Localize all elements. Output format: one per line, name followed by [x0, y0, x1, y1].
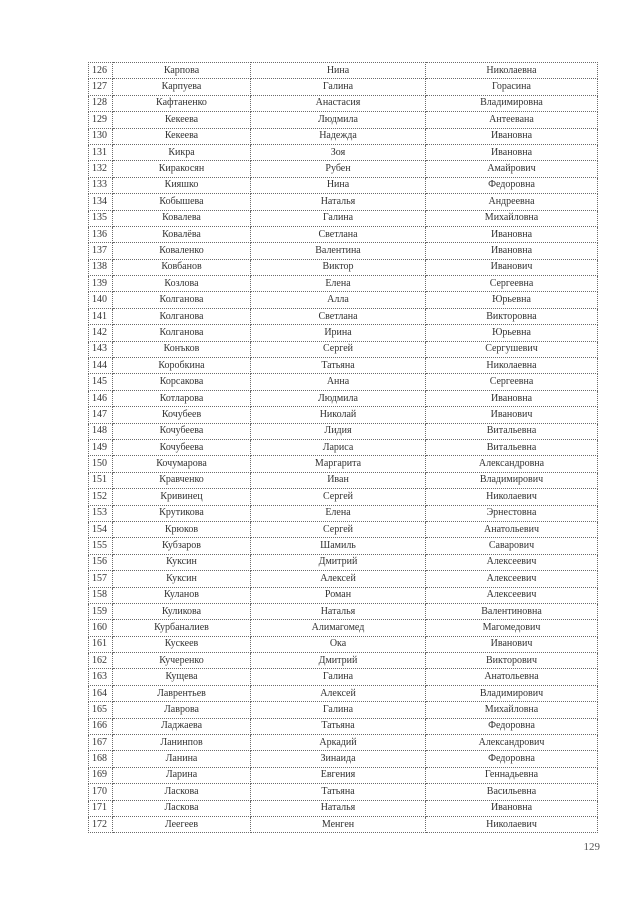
- row-number-cell: 145: [89, 374, 113, 390]
- last-name-cell: Ласкова: [113, 784, 251, 800]
- table-row: [89, 210, 598, 226]
- first-name-cell: Роман: [251, 587, 426, 603]
- first-name-cell: Наталья: [251, 603, 426, 619]
- patronymic-cell: Александрович: [426, 735, 598, 751]
- first-name-cell: Нина: [251, 63, 426, 79]
- last-name-cell: Куксин: [113, 554, 251, 570]
- table-row: [89, 79, 598, 95]
- first-name-cell: Дмитрий: [251, 554, 426, 570]
- last-name-cell: Леегеев: [113, 816, 251, 832]
- row-number-cell: 163: [89, 669, 113, 685]
- patronymic-cell: Иванович: [426, 407, 598, 423]
- name-list-body: [89, 63, 598, 833]
- table-row: [89, 521, 598, 537]
- table-row: [89, 735, 598, 751]
- patronymic-cell: Алексеевич: [426, 554, 598, 570]
- patronymic-cell: Ивановна: [426, 128, 598, 144]
- row-number-cell: 164: [89, 685, 113, 701]
- row-number-cell: 153: [89, 505, 113, 521]
- row-number-cell: 161: [89, 636, 113, 652]
- first-name-cell: Рубен: [251, 161, 426, 177]
- last-name-cell: Кобышева: [113, 194, 251, 210]
- table-row: [89, 767, 598, 783]
- row-number-cell: 158: [89, 587, 113, 603]
- patronymic-cell: Викторовна: [426, 308, 598, 324]
- row-number-cell: 132: [89, 161, 113, 177]
- first-name-cell: Лидия: [251, 423, 426, 439]
- row-number-cell: 127: [89, 79, 113, 95]
- patronymic-cell: Федоровна: [426, 177, 598, 193]
- table-row: [89, 702, 598, 718]
- last-name-cell: Ладжаева: [113, 718, 251, 734]
- patronymic-cell: Иванович: [426, 259, 598, 275]
- row-number-cell: 156: [89, 554, 113, 570]
- patronymic-cell: Антеевана: [426, 112, 598, 128]
- first-name-cell: Менген: [251, 816, 426, 832]
- row-number-cell: 136: [89, 226, 113, 242]
- last-name-cell: Куксин: [113, 571, 251, 587]
- last-name-cell: Конъков: [113, 341, 251, 357]
- row-number-cell: 152: [89, 489, 113, 505]
- last-name-cell: Коробкина: [113, 358, 251, 374]
- first-name-cell: Наталья: [251, 800, 426, 816]
- first-name-cell: Алексей: [251, 571, 426, 587]
- table-row: [89, 144, 598, 160]
- last-name-cell: Корсакова: [113, 374, 251, 390]
- row-number-cell: 150: [89, 456, 113, 472]
- last-name-cell: Колганова: [113, 292, 251, 308]
- table-row: [89, 177, 598, 193]
- table-row: [89, 63, 598, 79]
- table-row: [89, 456, 598, 472]
- first-name-cell: Елена: [251, 276, 426, 292]
- first-name-cell: Галина: [251, 669, 426, 685]
- last-name-cell: Кекеева: [113, 128, 251, 144]
- first-name-cell: Сергей: [251, 521, 426, 537]
- first-name-cell: Виктор: [251, 259, 426, 275]
- table-row: [89, 718, 598, 734]
- last-name-cell: Кускеев: [113, 636, 251, 652]
- first-name-cell: Аркадий: [251, 735, 426, 751]
- last-name-cell: Курбаналиев: [113, 620, 251, 636]
- patronymic-cell: Сергушевич: [426, 341, 598, 357]
- first-name-cell: Иван: [251, 472, 426, 488]
- table-row: [89, 390, 598, 406]
- patronymic-cell: Витальевна: [426, 439, 598, 455]
- last-name-cell: Киракосян: [113, 161, 251, 177]
- row-number-cell: 172: [89, 816, 113, 832]
- table-row: [89, 505, 598, 521]
- last-name-cell: Крюков: [113, 521, 251, 537]
- row-number-cell: 157: [89, 571, 113, 587]
- patronymic-cell: Ивановна: [426, 800, 598, 816]
- table-row: [89, 358, 598, 374]
- row-number-cell: 165: [89, 702, 113, 718]
- first-name-cell: Галина: [251, 210, 426, 226]
- first-name-cell: Зинаида: [251, 751, 426, 767]
- patronymic-cell: Михайловна: [426, 210, 598, 226]
- last-name-cell: Колганова: [113, 325, 251, 341]
- last-name-cell: Лаврентьев: [113, 685, 251, 701]
- patronymic-cell: Васильевна: [426, 784, 598, 800]
- table-row: [89, 603, 598, 619]
- patronymic-cell: Николаевич: [426, 816, 598, 832]
- patronymic-cell: Владимировна: [426, 95, 598, 111]
- first-name-cell: Евгения: [251, 767, 426, 783]
- row-number-cell: 139: [89, 276, 113, 292]
- patronymic-cell: Юрьевна: [426, 325, 598, 341]
- patronymic-cell: Горасина: [426, 79, 598, 95]
- last-name-cell: Крутикова: [113, 505, 251, 521]
- row-number-cell: 144: [89, 358, 113, 374]
- patronymic-cell: Амайрович: [426, 161, 598, 177]
- last-name-cell: Кикра: [113, 144, 251, 160]
- first-name-cell: Алимагомед: [251, 620, 426, 636]
- table-row: [89, 472, 598, 488]
- table-row: [89, 571, 598, 587]
- last-name-cell: Кочумарова: [113, 456, 251, 472]
- row-number-cell: 151: [89, 472, 113, 488]
- first-name-cell: Людмила: [251, 390, 426, 406]
- last-name-cell: Кравченко: [113, 472, 251, 488]
- table-row: [89, 439, 598, 455]
- row-number-cell: 134: [89, 194, 113, 210]
- table-row: [89, 800, 598, 816]
- last-name-cell: Коваленко: [113, 243, 251, 259]
- table-row: [89, 784, 598, 800]
- patronymic-cell: Владимирович: [426, 685, 598, 701]
- patronymic-cell: Саварович: [426, 538, 598, 554]
- first-name-cell: Наталья: [251, 194, 426, 210]
- table-row: [89, 554, 598, 570]
- first-name-cell: Галина: [251, 702, 426, 718]
- patronymic-cell: Геннадьевна: [426, 767, 598, 783]
- patronymic-cell: Магомедович: [426, 620, 598, 636]
- first-name-cell: Татьяна: [251, 784, 426, 800]
- row-number-cell: 169: [89, 767, 113, 783]
- patronymic-cell: Ивановна: [426, 243, 598, 259]
- first-name-cell: Зоя: [251, 144, 426, 160]
- patronymic-cell: Федоровна: [426, 718, 598, 734]
- patronymic-cell: Федоровна: [426, 751, 598, 767]
- table-row: [89, 816, 598, 832]
- first-name-cell: Сергей: [251, 489, 426, 505]
- row-number-cell: 129: [89, 112, 113, 128]
- patronymic-cell: Викторович: [426, 653, 598, 669]
- last-name-cell: Ковалева: [113, 210, 251, 226]
- row-number-cell: 141: [89, 308, 113, 324]
- table-row: [89, 161, 598, 177]
- row-number-cell: 167: [89, 735, 113, 751]
- row-number-cell: 159: [89, 603, 113, 619]
- table-row: [89, 128, 598, 144]
- patronymic-cell: Михайловна: [426, 702, 598, 718]
- first-name-cell: Галина: [251, 79, 426, 95]
- table-row: [89, 325, 598, 341]
- row-number-cell: 160: [89, 620, 113, 636]
- table-row: [89, 489, 598, 505]
- table-row: [89, 276, 598, 292]
- first-name-cell: Алексей: [251, 685, 426, 701]
- row-number-cell: 168: [89, 751, 113, 767]
- first-name-cell: Светлана: [251, 226, 426, 242]
- last-name-cell: Козлова: [113, 276, 251, 292]
- patronymic-cell: Андреевна: [426, 194, 598, 210]
- first-name-cell: Ирина: [251, 325, 426, 341]
- page-number: 129: [583, 841, 600, 853]
- patronymic-cell: Анатольевна: [426, 669, 598, 685]
- table-row: [89, 341, 598, 357]
- row-number-cell: 128: [89, 95, 113, 111]
- patronymic-cell: Витальевна: [426, 423, 598, 439]
- patronymic-cell: Ивановна: [426, 226, 598, 242]
- first-name-cell: Шамиль: [251, 538, 426, 554]
- row-number-cell: 140: [89, 292, 113, 308]
- first-name-cell: Людмила: [251, 112, 426, 128]
- table-row: [89, 292, 598, 308]
- patronymic-cell: Сергеевна: [426, 276, 598, 292]
- last-name-cell: Котларова: [113, 390, 251, 406]
- first-name-cell: Николай: [251, 407, 426, 423]
- patronymic-cell: Ивановна: [426, 390, 598, 406]
- last-name-cell: Кривинец: [113, 489, 251, 505]
- row-number-cell: 133: [89, 177, 113, 193]
- row-number-cell: 148: [89, 423, 113, 439]
- first-name-cell: Татьяна: [251, 358, 426, 374]
- patronymic-cell: Сергеевна: [426, 374, 598, 390]
- row-number-cell: 162: [89, 653, 113, 669]
- patronymic-cell: Иванович: [426, 636, 598, 652]
- last-name-cell: Колганова: [113, 308, 251, 324]
- row-number-cell: 126: [89, 63, 113, 79]
- first-name-cell: Дмитрий: [251, 653, 426, 669]
- table-row: [89, 243, 598, 259]
- table-row: [89, 587, 598, 603]
- table-row: [89, 112, 598, 128]
- patronymic-cell: Алексеевич: [426, 587, 598, 603]
- patronymic-cell: Александровна: [426, 456, 598, 472]
- last-name-cell: Кафтаненко: [113, 95, 251, 111]
- row-number-cell: 137: [89, 243, 113, 259]
- first-name-cell: Татьяна: [251, 718, 426, 734]
- table-row: [89, 685, 598, 701]
- last-name-cell: Ланинпов: [113, 735, 251, 751]
- row-number-cell: 142: [89, 325, 113, 341]
- first-name-cell: Сергей: [251, 341, 426, 357]
- row-number-cell: 147: [89, 407, 113, 423]
- last-name-cell: Кочубеев: [113, 407, 251, 423]
- row-number-cell: 143: [89, 341, 113, 357]
- table-row: [89, 407, 598, 423]
- table-row: [89, 751, 598, 767]
- row-number-cell: 171: [89, 800, 113, 816]
- last-name-cell: Куланов: [113, 587, 251, 603]
- first-name-cell: Елена: [251, 505, 426, 521]
- first-name-cell: Нина: [251, 177, 426, 193]
- name-list-table: [88, 62, 598, 833]
- table-row: [89, 423, 598, 439]
- table-row: [89, 194, 598, 210]
- last-name-cell: Карпуева: [113, 79, 251, 95]
- first-name-cell: Валентина: [251, 243, 426, 259]
- row-number-cell: 166: [89, 718, 113, 734]
- patronymic-cell: Анатольевич: [426, 521, 598, 537]
- table-row: [89, 308, 598, 324]
- row-number-cell: 146: [89, 390, 113, 406]
- last-name-cell: Кияшко: [113, 177, 251, 193]
- last-name-cell: Кочубеева: [113, 439, 251, 455]
- patronymic-cell: Ивановна: [426, 144, 598, 160]
- last-name-cell: Кущева: [113, 669, 251, 685]
- patronymic-cell: Алексеевич: [426, 571, 598, 587]
- table-row: [89, 669, 598, 685]
- last-name-cell: Кубзаров: [113, 538, 251, 554]
- table-row: [89, 653, 598, 669]
- last-name-cell: Куликова: [113, 603, 251, 619]
- first-name-cell: Лариса: [251, 439, 426, 455]
- first-name-cell: Светлана: [251, 308, 426, 324]
- last-name-cell: Кочубеева: [113, 423, 251, 439]
- row-number-cell: 131: [89, 144, 113, 160]
- last-name-cell: Ласкова: [113, 800, 251, 816]
- table-row: [89, 259, 598, 275]
- last-name-cell: Ланина: [113, 751, 251, 767]
- last-name-cell: Карпова: [113, 63, 251, 79]
- table-row: [89, 374, 598, 390]
- row-number-cell: 149: [89, 439, 113, 455]
- last-name-cell: Кекеева: [113, 112, 251, 128]
- table-row: [89, 636, 598, 652]
- patronymic-cell: Николаевна: [426, 358, 598, 374]
- first-name-cell: Анна: [251, 374, 426, 390]
- row-number-cell: 155: [89, 538, 113, 554]
- first-name-cell: Алла: [251, 292, 426, 308]
- first-name-cell: Маргарита: [251, 456, 426, 472]
- row-number-cell: 130: [89, 128, 113, 144]
- row-number-cell: 170: [89, 784, 113, 800]
- last-name-cell: Ковбанов: [113, 259, 251, 275]
- patronymic-cell: Валентиновна: [426, 603, 598, 619]
- first-name-cell: Анастасия: [251, 95, 426, 111]
- table-row: [89, 538, 598, 554]
- row-number-cell: 154: [89, 521, 113, 537]
- patronymic-cell: Владимирович: [426, 472, 598, 488]
- last-name-cell: Ковалёва: [113, 226, 251, 242]
- row-number-cell: 135: [89, 210, 113, 226]
- last-name-cell: Кучеренко: [113, 653, 251, 669]
- patronymic-cell: Эрнестовна: [426, 505, 598, 521]
- row-number-cell: 138: [89, 259, 113, 275]
- patronymic-cell: Николаевна: [426, 63, 598, 79]
- last-name-cell: Лаврова: [113, 702, 251, 718]
- first-name-cell: Ока: [251, 636, 426, 652]
- first-name-cell: Надежда: [251, 128, 426, 144]
- last-name-cell: Ларина: [113, 767, 251, 783]
- patronymic-cell: Юрьевна: [426, 292, 598, 308]
- table-row: [89, 226, 598, 242]
- table-row: [89, 95, 598, 111]
- patronymic-cell: Николаевич: [426, 489, 598, 505]
- table-row: [89, 620, 598, 636]
